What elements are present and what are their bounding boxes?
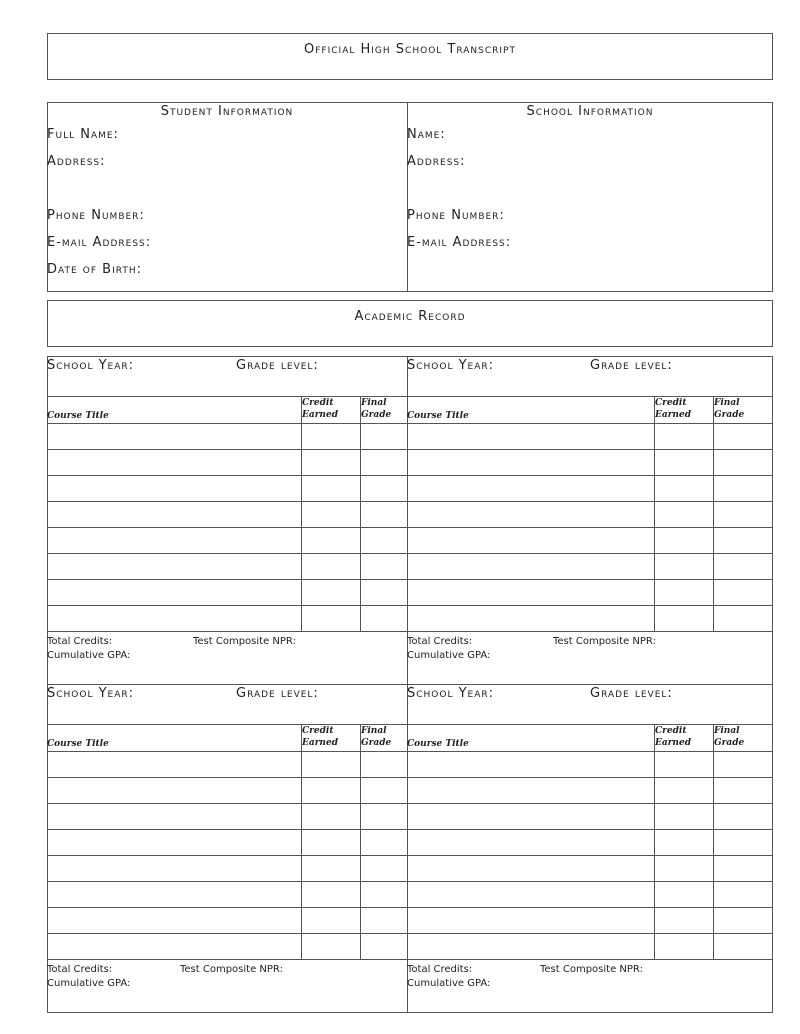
school-year-label: School Year: [47,358,135,373]
school-field-label: E-mail Address: [407,235,512,250]
table-row[interactable] [47,579,407,580]
table-row[interactable] [47,959,407,960]
total-credits-label: Total Credits: [407,964,473,975]
grade-level-label: Grade level: [236,358,319,373]
final-grade-header: Final Grade [714,398,745,420]
total-credits-label: Total Credits: [47,636,113,647]
final-grade-header: Final Grade [714,726,745,748]
cumulative-gpa-label: Cumulative GPA: [47,650,131,661]
table-row[interactable] [407,579,773,580]
grade-level-label: Grade level: [590,686,673,701]
column-line [360,396,361,631]
title-box [47,33,773,80]
table-row[interactable] [47,907,407,908]
student-field-label: Address: [47,154,106,169]
table-row[interactable] [407,449,773,450]
school-year-label: School Year: [407,686,495,701]
credit-earned-header: Credit Earned [302,398,338,420]
column-line [301,724,302,959]
table-row[interactable] [407,501,773,502]
column-line [654,724,655,959]
school-field-label: Phone Number: [407,208,505,223]
table-row[interactable] [47,777,407,778]
student-field-label: Date of Birth: [47,262,142,277]
column-line [713,396,714,631]
test-composite-label: Test Composite NPR: [193,636,296,647]
student-field-label: Phone Number: [47,208,145,223]
table-row[interactable] [407,751,773,752]
total-credits-label: Total Credits: [47,964,113,975]
table-top-line [47,396,407,397]
table-row[interactable] [47,855,407,856]
column-line [301,396,302,631]
final-grade-header: Final Grade [361,398,392,420]
column-line [654,396,655,631]
table-row[interactable] [47,751,407,752]
total-credits-label: Total Credits: [407,636,473,647]
test-composite-label: Test Composite NPR: [180,964,283,975]
table-row[interactable] [47,423,407,424]
school-info-heading: School Information [526,104,654,119]
table-row[interactable] [407,855,773,856]
course-title-header: Course Title [47,739,109,749]
school-field-label: Name: [407,127,446,142]
table-row[interactable] [407,933,773,934]
column-line [360,724,361,959]
school-year-label: School Year: [47,686,135,701]
student-field-label: Full Name: [47,127,119,142]
table-row[interactable] [47,829,407,830]
table-row[interactable] [47,475,407,476]
course-title-header: Course Title [47,411,109,421]
school-field-label: Address: [407,154,466,169]
table-row[interactable] [407,803,773,804]
table-row[interactable] [47,631,407,632]
cumulative-gpa-label: Cumulative GPA: [407,650,491,661]
table-top-line [47,724,407,725]
table-row[interactable] [47,449,407,450]
table-row[interactable] [407,907,773,908]
table-row[interactable] [47,803,407,804]
grade-level-label: Grade level: [236,686,319,701]
table-row[interactable] [47,881,407,882]
course-title-header: Course Title [407,411,469,421]
student-field-label: E-mail Address: [47,235,152,250]
table-row[interactable] [407,423,773,424]
table-row[interactable] [47,933,407,934]
column-line [713,724,714,959]
table-row[interactable] [407,605,773,606]
section-divider [47,684,773,685]
test-composite-label: Test Composite NPR: [540,964,643,975]
school-year-label: School Year: [407,358,495,373]
table-row[interactable] [47,527,407,528]
credit-earned-header: Credit Earned [655,726,691,748]
academic-record-box [47,300,773,347]
table-row[interactable] [407,829,773,830]
table-row[interactable] [47,605,407,606]
table-row[interactable] [407,881,773,882]
test-composite-label: Test Composite NPR: [553,636,656,647]
cumulative-gpa-label: Cumulative GPA: [47,978,131,989]
course-title-header: Course Title [407,739,469,749]
academic-record-heading: Academic Record [354,309,466,324]
table-row[interactable] [407,777,773,778]
credit-earned-header: Credit Earned [655,398,691,420]
page-title: Official High School Transcript [304,42,516,57]
student-info-heading: Student Information [160,104,294,119]
credit-earned-header: Credit Earned [302,726,338,748]
cumulative-gpa-label: Cumulative GPA: [407,978,491,989]
final-grade-header: Final Grade [361,726,392,748]
table-row[interactable] [407,631,773,632]
table-row[interactable] [407,959,773,960]
grade-level-label: Grade level: [590,358,673,373]
table-row[interactable] [407,475,773,476]
table-row[interactable] [407,527,773,528]
table-row[interactable] [407,553,773,554]
table-row[interactable] [47,501,407,502]
table-row[interactable] [47,553,407,554]
